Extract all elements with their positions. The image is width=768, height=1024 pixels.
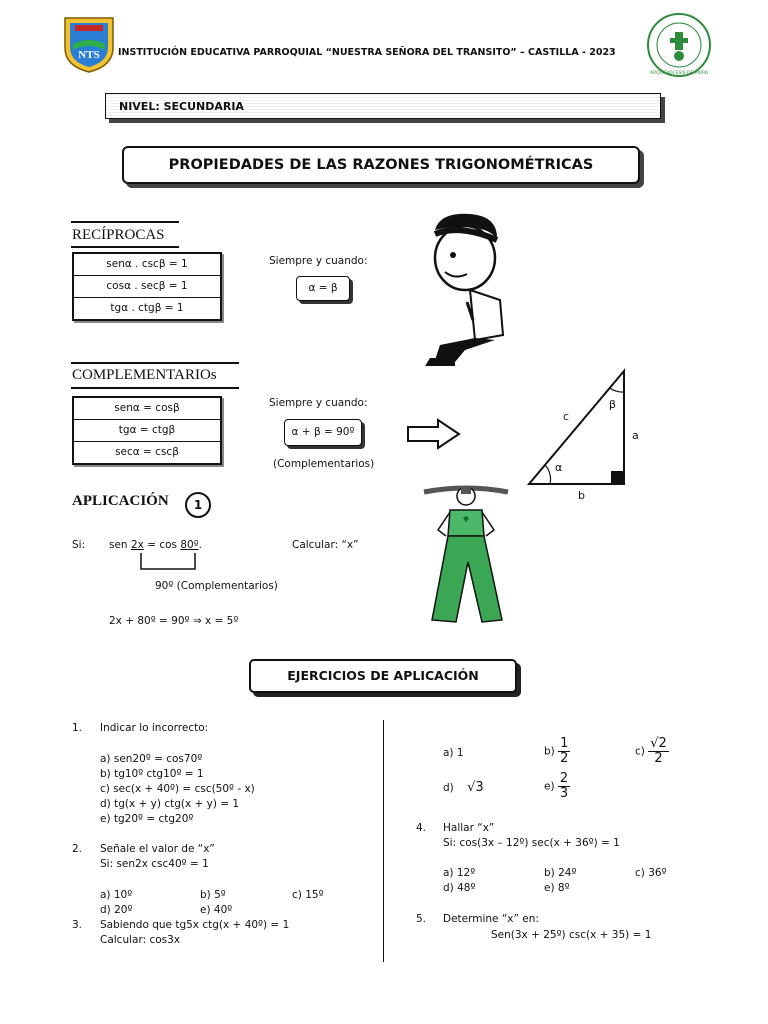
q4-number: 4. xyxy=(416,822,427,834)
q1-options xyxy=(100,752,255,827)
exercises-heading: EJERCICIOS DE APLICACIÓN xyxy=(287,668,479,683)
reciprocas-condition-label: Siempre y cuando: xyxy=(269,255,368,267)
q4-text: Hallar “x” xyxy=(443,822,495,834)
complementarios-condition-box xyxy=(284,419,362,446)
triangle-hyp-label: c xyxy=(563,410,570,423)
aplicacion-si: Si: xyxy=(72,539,86,551)
girl-illustration xyxy=(420,482,512,626)
title-box xyxy=(122,146,640,184)
page-title: PROPIEDADES DE LAS RAZONES TRIGONOMÉTRICAS xyxy=(168,157,594,173)
q5-text: Determine “x” en: xyxy=(443,913,539,925)
q3-c-fraction xyxy=(648,737,669,766)
q3-b-num: 1 xyxy=(560,736,569,751)
q3-ask: Calcular: cos3x xyxy=(100,934,181,946)
right-triangle-diagram xyxy=(520,362,650,502)
q2-option-a: a) 10º xyxy=(100,889,133,901)
reciprocas-heading: RECÍPROCAS xyxy=(72,227,165,243)
complementarios-table xyxy=(72,396,222,465)
q3-e-den: 3 xyxy=(559,786,569,801)
q3-c-num: √2 xyxy=(650,736,667,751)
q4-option-c: c) 36º xyxy=(635,867,667,879)
q1-option: d) tg(x + y) ctg(x + y) = 1 xyxy=(100,798,240,810)
q2-text: Señale el valor de “x” xyxy=(100,843,215,855)
aplicacion-heading: APLICACIÓN xyxy=(72,493,169,509)
q1-number: 1. xyxy=(72,722,83,734)
level-bar xyxy=(105,93,661,119)
school-logo xyxy=(61,14,117,74)
reciprocas-underline-top xyxy=(71,221,179,223)
seal-text: ARQUIDIOCESIS DE PIURA xyxy=(649,71,709,76)
result-left: 2x + 80º = 90º xyxy=(109,615,190,627)
eq-mid: = cos xyxy=(147,539,177,551)
reciprocas-condition-box xyxy=(296,276,350,301)
q3-number: 3. xyxy=(72,919,83,931)
q1-option: c) sec(x + 40º) = csc(50º - x) xyxy=(100,783,255,795)
q1-text: Indicar lo incorrecto: xyxy=(100,722,209,734)
school-logo-text: NTS xyxy=(78,49,100,61)
triangle-opp-label: a xyxy=(632,429,639,442)
diocese-seal xyxy=(646,12,712,78)
q4-option-e: e) 8º xyxy=(544,882,570,894)
eq-80: 80º xyxy=(180,539,199,551)
complementarios-row: tgα = ctgβ xyxy=(74,420,220,442)
q3-b-label: b) xyxy=(544,745,555,758)
q4-option-b: b) 24º xyxy=(544,867,577,879)
aplicacion-equation xyxy=(109,539,202,551)
q2-option-b: b) 5º xyxy=(200,889,226,901)
q4-given: Si: cos(3x – 12º) sec(x + 36º) = 1 xyxy=(443,837,620,849)
q3-d-label: d) xyxy=(443,782,454,794)
q3-c-den: 2 xyxy=(654,751,663,766)
q1-option: b) tg10º ctg10º = 1 xyxy=(100,768,204,780)
q2-option-c: c) 15º xyxy=(292,889,324,901)
complement-bracket xyxy=(139,553,199,576)
reciprocas-row: cosα . secβ = 1 xyxy=(74,276,220,298)
eq-sen: sen xyxy=(109,539,128,551)
complementarios-underline xyxy=(71,387,239,389)
q5-equation: Sen(3x + 25º) csc(x + 35) = 1 xyxy=(491,929,652,941)
aplicacion-result xyxy=(109,615,238,627)
complementarios-underline-top xyxy=(71,362,239,364)
complementarios-condition: α + β = 90º xyxy=(291,426,355,438)
q5-number: 5. xyxy=(416,913,427,925)
q3-c-label: c) xyxy=(635,745,645,758)
q3-option-a: a) 1 xyxy=(443,747,464,759)
q4-option-a: a) 12º xyxy=(443,867,476,879)
triangle-beta-label: β xyxy=(609,398,617,411)
q3-option-b xyxy=(544,737,570,766)
q3-e-fraction xyxy=(558,772,570,801)
q2-number: 2. xyxy=(72,843,83,855)
q3-option-d xyxy=(443,780,484,795)
complementarios-row: secα = cscβ xyxy=(115,446,179,458)
result-right: x = 5º xyxy=(204,615,239,627)
q3-b-den: 2 xyxy=(560,751,569,766)
q3-b-fraction xyxy=(558,737,570,766)
eq-dot: . xyxy=(198,539,202,551)
column-divider xyxy=(383,720,384,962)
reciprocas-row: senα . cscβ = 1 xyxy=(74,254,220,276)
q3-e-num: 2 xyxy=(559,771,569,786)
q4-option-d: d) 48º xyxy=(443,882,476,894)
boy-illustration xyxy=(415,210,515,370)
q3-option-c xyxy=(635,737,669,766)
q2-option-d: d) 20º xyxy=(100,904,133,916)
complementarios-heading: COMPLEMENTARIOs xyxy=(72,367,217,383)
q3-text: Sabiendo que tg5x ctg(x + 40º) = 1 xyxy=(100,919,290,931)
exercises-heading-box xyxy=(249,659,517,693)
q1-option: a) sen20º = cos70º xyxy=(100,753,203,765)
triangle-alpha-label: α xyxy=(555,461,563,474)
institution-name: INSTITUCIÓN EDUCATIVA PARROQUIAL “NUESTRA SEÑORA DEL TRANSITO” – CASTILLA - 2023 xyxy=(118,47,616,58)
implies-arrow: ⇒ xyxy=(192,615,202,627)
triangle-adj-label: b xyxy=(578,489,585,502)
reciprocas-underline xyxy=(71,246,179,248)
aplicacion-number: 1 xyxy=(193,498,203,512)
aplicacion-number-badge xyxy=(185,492,211,518)
complementarios-row: senα = cosβ xyxy=(74,398,220,420)
q3-e-label: e) xyxy=(544,780,555,793)
q3-option-e xyxy=(544,772,570,801)
aplicacion-calcular: Calcular: “x” xyxy=(292,539,359,551)
complement-note: 90º (Complementarios) xyxy=(155,580,278,592)
right-arrow-icon xyxy=(406,418,462,453)
q3-d-value: √3 xyxy=(467,780,484,795)
q1-option: e) tg20º = ctg20º xyxy=(100,813,194,825)
q2-option-e: e) 40º xyxy=(200,904,233,916)
complementarios-condition-label: Siempre y cuando: xyxy=(269,397,368,409)
complementarios-note: (Complementarios) xyxy=(273,458,375,470)
reciprocas-table xyxy=(72,252,222,321)
eq-2x: 2x xyxy=(130,539,144,551)
q2-given: Si: sen2x csc40º = 1 xyxy=(100,858,209,870)
level-label: NIVEL: SECUNDARIA xyxy=(119,100,244,113)
reciprocas-row: tgα . ctgβ = 1 xyxy=(110,302,184,314)
reciprocas-condition: α = β xyxy=(308,282,338,294)
